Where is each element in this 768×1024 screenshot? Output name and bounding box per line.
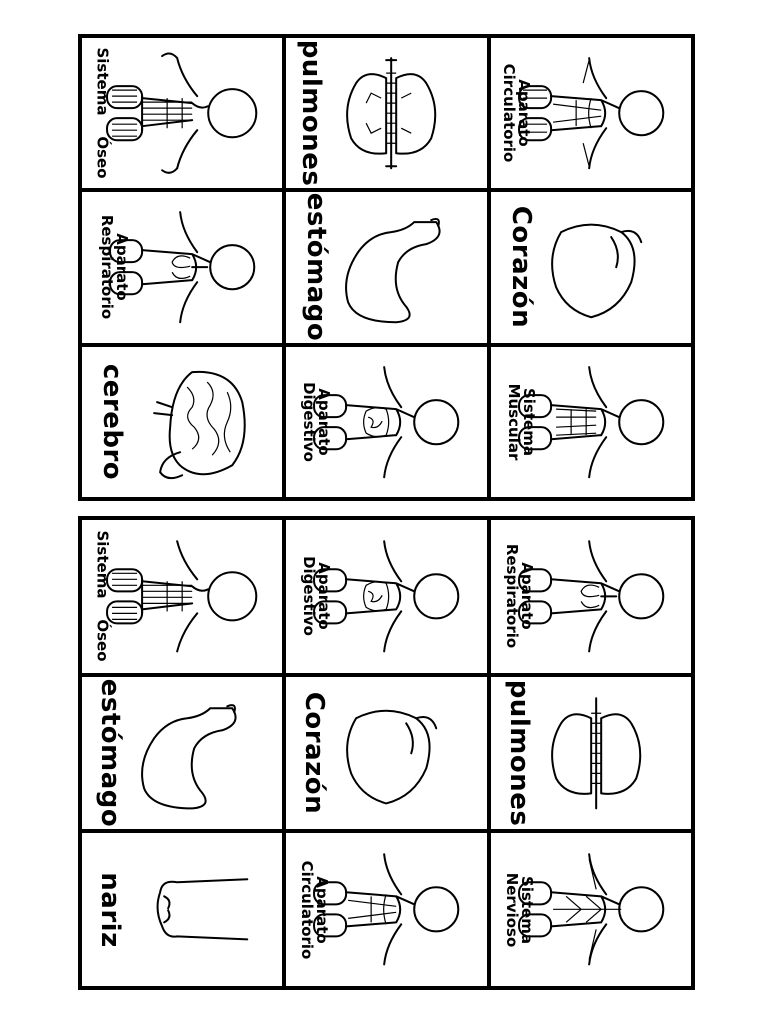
card-label: Corazón: [505, 206, 536, 329]
card-sistema-muscular: [491, 347, 691, 497]
card-label: Sistema Óseo: [93, 47, 112, 179]
card-corazon: [286, 677, 486, 830]
card-label: Aparato Circulatorio: [499, 63, 533, 163]
card-label: cerebro: [97, 363, 128, 480]
card-cerebro: [82, 347, 282, 497]
card-sistema-oseo: [82, 38, 282, 188]
card-label: pulmones: [503, 679, 534, 827]
skeleton-figure-icon: [82, 520, 282, 673]
card-aparato-digestivo: [286, 520, 486, 673]
card-label: Aparato Circulatorio: [298, 860, 332, 960]
card-label: nariz: [95, 871, 126, 948]
card-label: pulmones: [296, 39, 327, 187]
card-label: Aparato Respiratorio: [502, 544, 536, 649]
card-label: Aparato Respiratorio: [98, 215, 132, 320]
card-sistema-oseo: [82, 520, 282, 673]
card-label: Corazón: [299, 691, 330, 815]
card-label: estómago: [95, 678, 126, 828]
card-estomago: [82, 677, 282, 830]
card-aparato-respiratorio: [491, 520, 691, 673]
skeleton-figure-icon: [82, 38, 282, 188]
card-nariz: [82, 833, 282, 986]
card-pulmones: [286, 38, 486, 188]
card-aparato-circulatorio: [491, 38, 691, 188]
card-sistema-nervioso: [491, 833, 691, 986]
card-label: Sistema Nervioso: [502, 872, 536, 947]
card-aparato-digestivo: [286, 347, 486, 497]
top-card-grid: [78, 34, 695, 501]
card-label: Aparato Digestivo: [300, 381, 334, 462]
card-pulmones: [491, 677, 691, 830]
card-label: Sistema Muscular: [504, 383, 538, 461]
card-label: Sistema Óseo: [93, 530, 112, 662]
card-label: Aparato Digestivo: [300, 556, 334, 637]
card-aparato-respiratorio: [82, 192, 282, 342]
card-aparato-circulatorio: [286, 833, 486, 986]
bottom-card-grid: [78, 516, 695, 990]
card-estomago: [286, 192, 486, 342]
card-label: estómago: [301, 193, 332, 342]
card-corazon: [491, 192, 691, 342]
